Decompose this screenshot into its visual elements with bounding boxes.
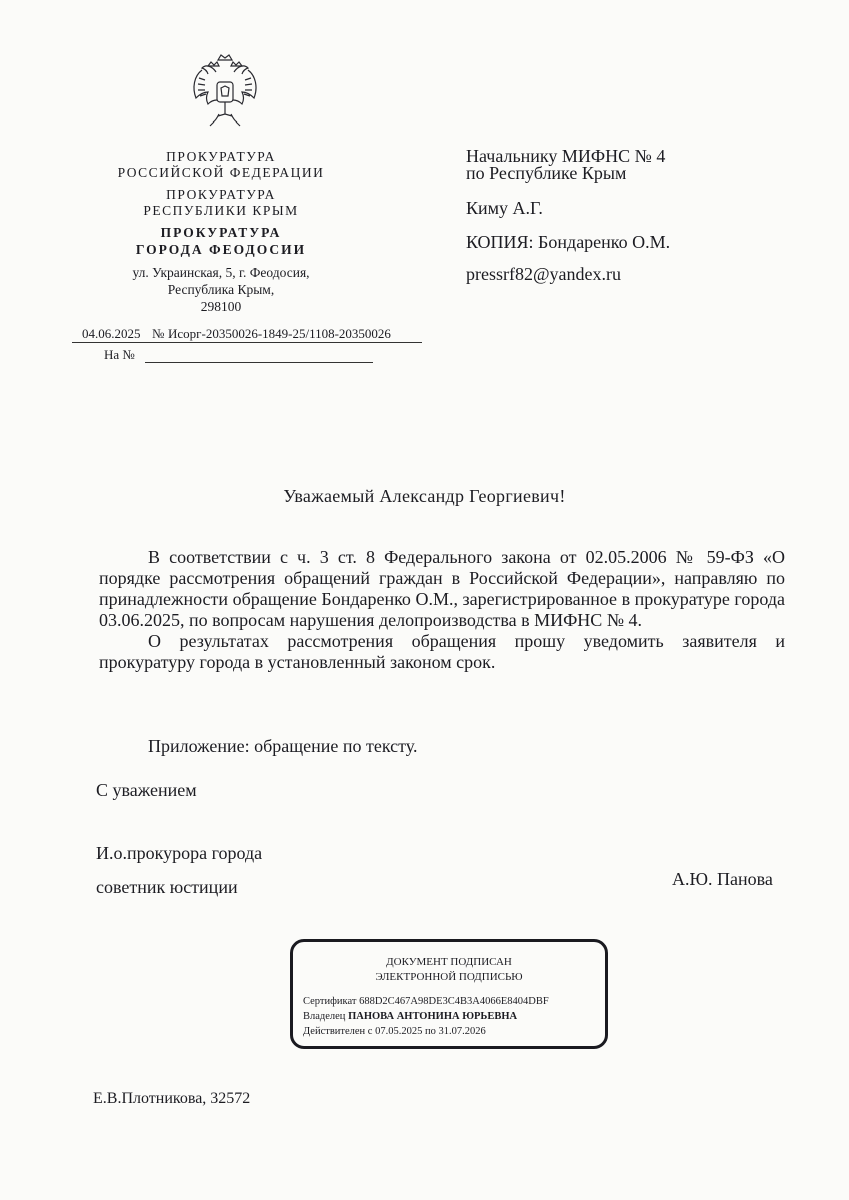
- signer-rank: советник юстиции: [96, 877, 238, 897]
- stamp-certificate: [303, 994, 549, 1009]
- recipient-email: pressrf82@yandex.ru: [466, 264, 622, 284]
- certificate-label: Сертификат: [303, 996, 357, 1007]
- valid-to-label: по: [424, 1026, 436, 1037]
- registration-number-label: №: [152, 326, 165, 341]
- salutation: Уважаемый Александр Георгиевич!: [283, 486, 566, 506]
- paragraph-2: О результатах рассмотрения обращения прошу уведомить заявителя и прокуратуру города в установленный законом срок.: [99, 631, 785, 672]
- reply-to-label: На №: [104, 347, 135, 362]
- org-line: РОССИЙСКОЙ ФЕДЕРАЦИИ: [117, 165, 325, 180]
- valid-from-value: 07.05.2025: [375, 1026, 423, 1037]
- stamp-title-line: ЭЛЕКТРОННОЙ ПОДПИСЬЮ: [375, 971, 523, 983]
- signer-position: И.о.прокурора города: [96, 843, 263, 863]
- address-line: ул. Украинская, 5, г. Феодосия,: [132, 265, 310, 280]
- address-line: 298100: [200, 299, 242, 314]
- coat-of-arms-emblem: [188, 52, 262, 128]
- recipient-copy: КОПИЯ: Бондаренко О.М.: [466, 232, 671, 252]
- valid-label: Действителен: [303, 1026, 366, 1037]
- org-line: ПРОКУРАТУРА: [166, 187, 276, 202]
- recipient-name: Киму А.Г.: [466, 198, 543, 218]
- certificate-value: 688D2C467A98DE3C4B3A4066E8404DBF: [359, 996, 549, 1007]
- stamp-title: [293, 955, 605, 985]
- signer-name: А.Ю. Панова: [672, 869, 773, 889]
- e-signature-stamp: [290, 939, 608, 1049]
- letter-body: [99, 547, 785, 673]
- closing: С уважением: [96, 780, 197, 800]
- executor-contact: Е.В.Плотникова, 32572: [93, 1090, 251, 1107]
- valid-from-label: с: [367, 1026, 373, 1037]
- org-line: РЕСПУБЛИКИ КРЫМ: [143, 203, 299, 218]
- attachment-note: Приложение: обращение по тексту.: [148, 736, 418, 756]
- org-line-bold: ГОРОДА ФЕОДОСИИ: [135, 242, 307, 257]
- stamp-title-line: ДОКУМЕНТ ПОДПИСАН: [386, 956, 512, 968]
- recipient-position: Начальнику МИФНС № 4: [466, 146, 666, 166]
- paragraph-1: В соответствии с ч. 3 ст. 8 Федерального закона от 02.05.2006 № 59-ФЗ «О порядке рассмотрения обращений граждан в Российской Федерации», направляю по принадлежности обращение Бондаренко О.М., зарегистрированное в прокуратуре города 03.06.2025, по вопросам нарушения делопроизводства в МИФНС № 4.: [99, 547, 785, 630]
- stamp-validity: [303, 1024, 486, 1039]
- org-line: ПРОКУРАТУРА: [166, 149, 276, 164]
- owner-value: ПАНОВА АНТОНИНА ЮРЬЕВНА: [348, 1011, 518, 1022]
- address-line: Республика Крым,: [167, 282, 275, 297]
- registration-number: Исорг-20350026-1849-25/1108-20350026: [168, 326, 391, 341]
- owner-label: Владелец: [303, 1011, 346, 1022]
- registration-line: [72, 326, 422, 343]
- valid-to-value: 31.07.2026: [438, 1026, 486, 1037]
- stamp-owner: [303, 1009, 517, 1024]
- registration-date: 04.06.2025: [82, 326, 141, 341]
- recipient-region: по Республике Крым: [466, 163, 627, 183]
- org-line-bold: ПРОКУРАТУРА: [160, 225, 282, 240]
- reply-to-blank-line: [145, 362, 373, 363]
